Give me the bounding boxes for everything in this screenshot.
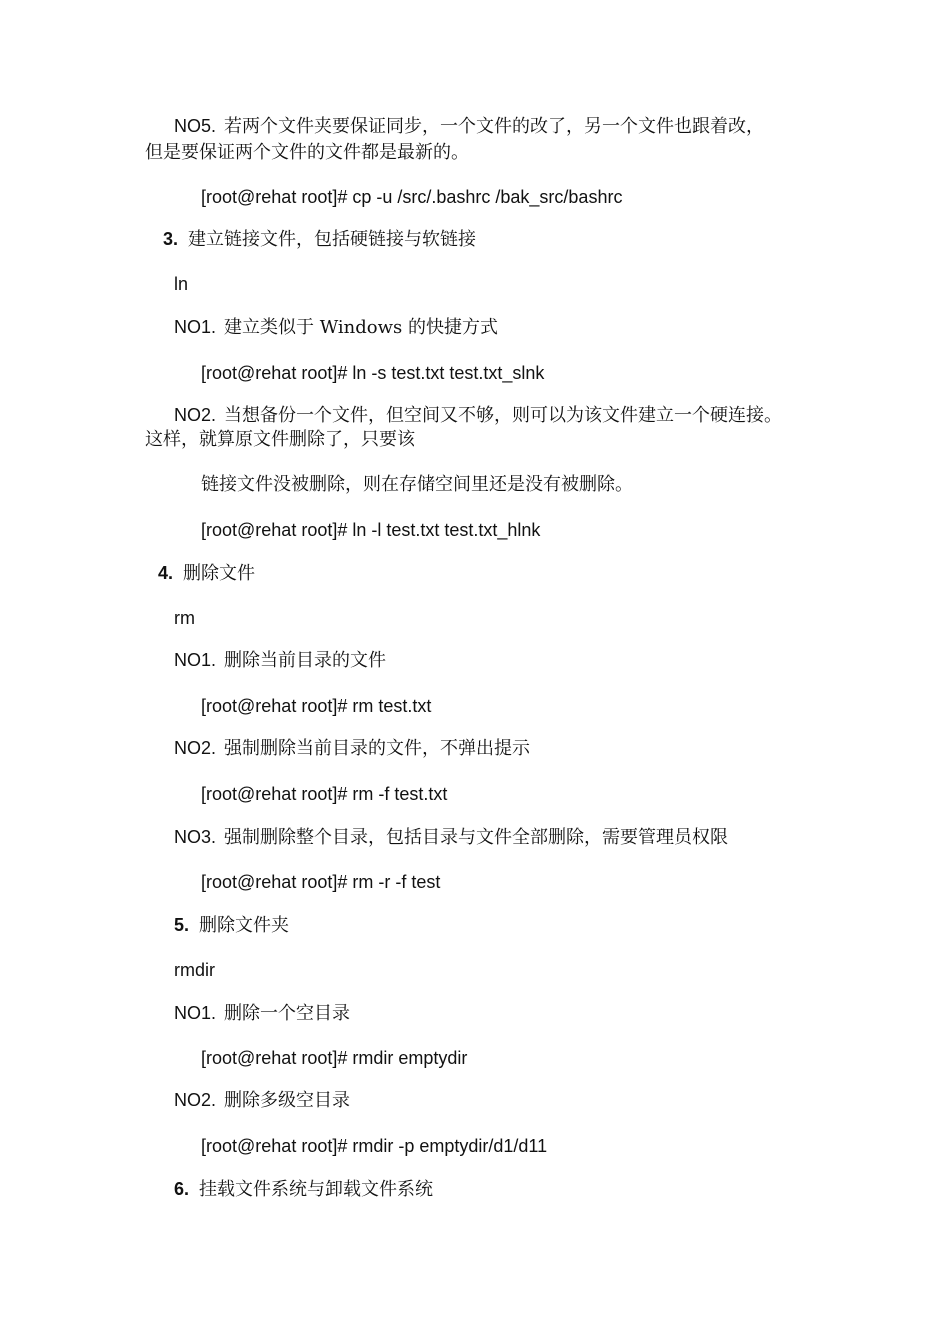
- item-text: 删除一个空目录: [224, 1003, 351, 1024]
- command-rm-f: [root@rehat root]# rm -f test.txt: [201, 784, 448, 804]
- command-ln-l: [root@rehat root]# ln -l test.txt test.txt_hlnk: [201, 520, 541, 540]
- item-tag: NO2.: [174, 738, 217, 758]
- item-rmdir-no1: [174, 1002, 350, 1025]
- command-ln-s: [root@rehat root]# ln -s test.txt test.txt_slnk: [201, 363, 545, 383]
- item-tag: NO2.: [174, 405, 217, 425]
- item-ln-no2-line2: 这样，就算原文件删除了，只要该: [145, 429, 415, 450]
- item-tag: NO5.: [174, 116, 217, 136]
- item-text: 若两个文件夹要保证同步，一个文件的改了，另一个文件也跟着改，: [224, 116, 765, 137]
- section-title: 删除文件: [183, 563, 256, 584]
- section-title: 挂载文件系统与卸载文件系统: [199, 1179, 434, 1200]
- section-number: 6.: [174, 1179, 190, 1199]
- section-number: 3.: [163, 229, 179, 249]
- item-rm-no1: [174, 649, 386, 672]
- item-tag: NO3.: [174, 827, 217, 847]
- command-rm-rf: [root@rehat root]# rm -r -f test: [201, 872, 441, 892]
- item-rm-no3: [174, 826, 728, 849]
- section-heading-3: [163, 228, 476, 251]
- item-rmdir-no2: [174, 1089, 350, 1112]
- section-heading-6: [174, 1178, 433, 1201]
- item-tag: NO1.: [174, 1003, 217, 1023]
- command-rmdir-p: [root@rehat root]# rmdir -p emptydir/d1/d11: [201, 1136, 548, 1156]
- section-number: 4.: [158, 563, 174, 583]
- section-title: 删除文件夹: [199, 915, 290, 936]
- paragraph-no5-line1: [174, 115, 764, 138]
- command-name-ln: ln: [174, 274, 189, 294]
- command-cp: [root@rehat root]# cp -u /src/.bashrc /bak_src/bashrc: [201, 187, 623, 207]
- section-number: 5.: [174, 915, 190, 935]
- item-rm-no2: [174, 737, 530, 760]
- section-heading-5: [174, 914, 289, 937]
- paragraph-no5-line2: 但是要保证两个文件的文件都是最新的。: [145, 142, 469, 163]
- item-tag: NO1.: [174, 317, 217, 337]
- command-name-rm: rm: [174, 608, 195, 628]
- command-name-rmdir: rmdir: [174, 960, 215, 980]
- item-text: 强制删除当前目录的文件，不弹出提示: [224, 738, 531, 759]
- section-heading-4: [158, 562, 255, 585]
- section-title: 建立链接文件，包括硬链接与软链接: [188, 229, 477, 250]
- command-rmdir: [root@rehat root]# rmdir emptydir: [201, 1048, 468, 1068]
- item-text: 删除当前目录的文件: [224, 650, 387, 671]
- item-text: 删除多级空目录: [224, 1090, 351, 1111]
- item-ln-no1: [174, 316, 498, 339]
- item-tag: NO2.: [174, 1090, 217, 1110]
- item-ln-no2-line3: 链接文件没被删除，则在存储空间里还是没有被删除。: [201, 474, 633, 495]
- item-text: 强制删除整个目录，包括目录与文件全部删除，需要管理员权限: [224, 827, 729, 848]
- item-ln-no2-line1: [174, 404, 782, 427]
- command-rm: [root@rehat root]# rm test.txt: [201, 696, 432, 716]
- item-text: 建立类似于 Windows 的快捷方式: [224, 317, 498, 338]
- item-text: 当想备份一个文件，但空间又不够，则可以为该文件建立一个硬连接。: [224, 405, 783, 426]
- item-tag: NO1.: [174, 650, 217, 670]
